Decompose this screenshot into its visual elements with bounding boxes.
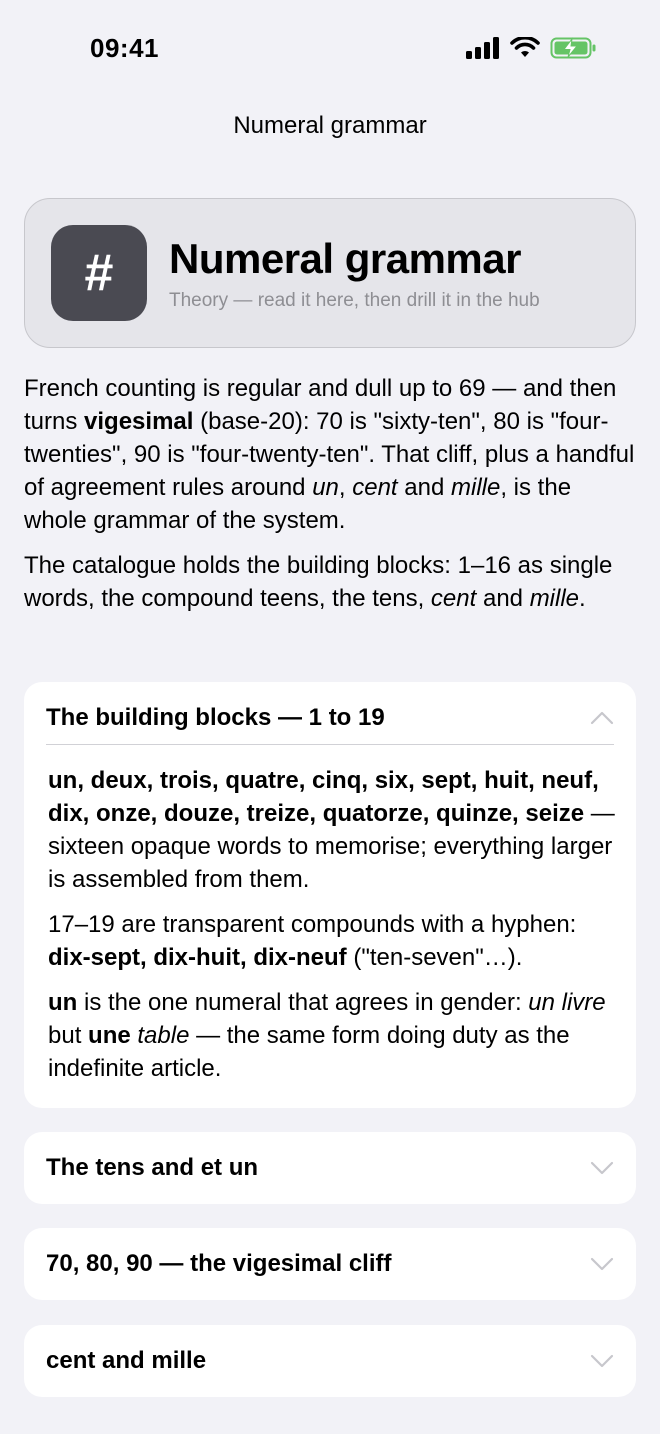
section-title: The building blocks — 1 to 19 xyxy=(46,704,385,731)
battery-charging-icon xyxy=(550,36,598,60)
section-paragraph-3: un is the one numeral that agrees in gender: un livre but une table — the same form doing duty as the indefinite article. xyxy=(48,989,606,1082)
section-divider xyxy=(46,744,614,745)
section-vigesimal-cliff[interactable] xyxy=(24,1228,636,1300)
section-tens[interactable] xyxy=(24,1132,636,1204)
section-paragraph-1: un, deux, trois, quatre, cinq, six, sept, huit, neuf, dix, onze, douze, treize, quatorze, quinze, seize — sixteen opaque words to memorise; everything larger is assembled from them. xyxy=(48,767,615,893)
chevron-down-icon xyxy=(590,1156,614,1180)
chevron-up-icon xyxy=(590,706,614,730)
wifi-icon xyxy=(510,37,540,59)
section-cent-mille[interactable] xyxy=(24,1325,636,1397)
section-header-cent-mille[interactable] xyxy=(46,1325,614,1397)
section-title: The tens and et un xyxy=(46,1154,259,1181)
signal-icon xyxy=(466,37,500,59)
section-header-vigesimal-cliff[interactable] xyxy=(46,1228,614,1300)
section-building-blocks xyxy=(24,682,636,1108)
section-body xyxy=(48,764,618,1097)
hash-icon: # xyxy=(51,225,147,321)
section-header-tens[interactable] xyxy=(46,1132,614,1204)
intro-text xyxy=(24,372,640,627)
intro-paragraph-1: French counting is regular and dull up to 69 — and then turns vigesimal (base-20): 70 is "sixty-ten", 80 is "four-twenties", 90 is "four-twenty-ten". That cliff, plus a handful of agreement rules around un, cent and mille, is the whole grammar of the system. xyxy=(24,375,635,534)
section-paragraph-2: 17–19 are transparent compounds with a hyphen: dix-sept, dix-huit, dix-neuf ("ten-seven"…). xyxy=(48,911,577,971)
hero-card xyxy=(24,198,636,348)
intro-paragraph-2: The catalogue holds the building blocks: 1–16 as single words, the compound teens, the tens, cent and mille. xyxy=(24,552,613,612)
status-time: 09:41 xyxy=(90,33,159,63)
section-title: cent and mille xyxy=(46,1347,207,1374)
status-bar xyxy=(0,0,660,96)
status-icons xyxy=(466,36,598,60)
nav-title: Numeral grammar xyxy=(233,112,427,139)
hero-subtitle: Theory — read it here, then drill it in the hub xyxy=(169,290,540,311)
chevron-down-icon xyxy=(590,1252,614,1276)
hero-title: Numeral grammar xyxy=(169,235,521,282)
section-title: 70, 80, 90 — the vigesimal cliff xyxy=(46,1250,392,1277)
chevron-down-icon xyxy=(590,1349,614,1373)
